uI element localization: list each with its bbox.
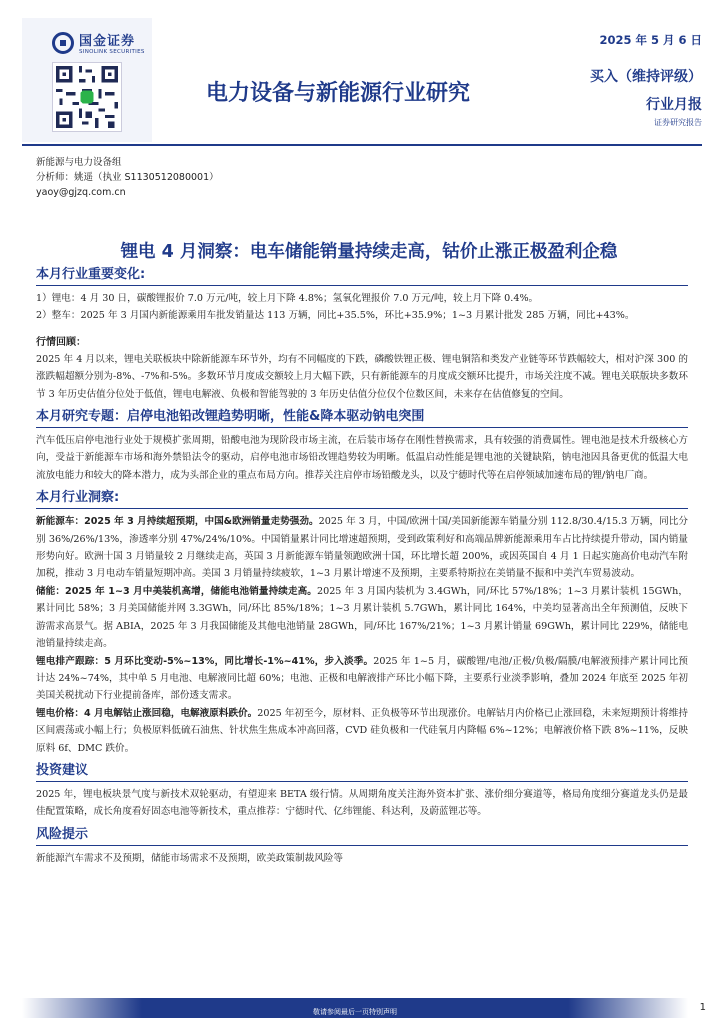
page-number: 1 [699, 1002, 706, 1013]
section-divider [36, 845, 688, 846]
insight-storage-text: 2025 年 3 月国内装机为 3.4GWh，同/环比 57%/18%；1~3 月累计装机 15GWh，累计同比 58%；3 月美国储能并网 3.3GWh，同/环比 85%/18%；1~3 月累计装机 5.7GWh，累计同比 164%，中美均显著高出全年预测值，反映下游需求高景气。据 ABIA，2025 年 3 月我国储能及其他电池销量 28GWh，同/环比 167%/21%；1~3 月累计销量 69GWh，累计同比 229%，储能电池销量持续走高。 [36, 585, 688, 650]
analyst-info [36, 155, 219, 200]
report-category-title: 电力设备与新能源行业研究 [206, 81, 471, 106]
insight-storage-paragraph [36, 583, 688, 653]
insight-production-lead: 锂电排产跟踪：5 月环比变动-5%~13%，同比增长-1%~41%，步入淡季。 [36, 655, 374, 667]
brand-name-cn: 国金证券 [79, 34, 136, 49]
page-footer [0, 994, 724, 1024]
report-body [36, 266, 688, 867]
header-divider [22, 144, 702, 146]
changes-item-vehicle: 2）整车：2025 年 3 月国内新能源乘用车批发销量达 113 万辆，同比+35.5%，环比+35.9%；1~3 月累计批发 285 万辆，同比+43%。 [36, 310, 635, 322]
section-heading-insights: 本月行业洞察: [36, 490, 120, 506]
insight-ev-lead: 新能源车：2025 年 3 月持续超预期，中国&欧洲销量走势强劲。 [36, 516, 319, 528]
topic-paragraph: 汽车低压启停电池行业处于规模扩张周期，铅酸电池为现阶段市场主流，在后装市场存在刚性替换需求，具有较强的消费属性。锂电池是技术升级核心方向，受益于新能源车市场和海外禁铅法令的驱动，启停电池市场铅改锂趋势较为明晰。低温启动性能是锂电池的关键缺陷，钠电池因具备更优的低温大电流放电能力和较大的降本潜力，成为头部企业的重点布局方向。推荐关注启停市场铅酸龙头，以及宁德时代等在启停领域加速布局的锂/钠电厂商。 [36, 435, 688, 481]
report-header [0, 0, 724, 146]
analyst-name: 分析师：姚遥（执业 S1130512080001） [36, 172, 219, 183]
report-subtype-label: 证券研究报告 [654, 118, 702, 127]
page-title: 锂电 4 月洞察：电车储能销量持续走高，钴价止涨正极盈利企稳 [120, 242, 618, 262]
footer-disclaimer[interactable]: 敬请参阅最后一页特别声明 [313, 1008, 397, 1016]
insight-price-text: 2025 年初至今，原材料、正负极等环节出现涨价。电解钴月内价格已止涨回稳，未来短期预计将维持区间震荡或小幅上行；负极原料低硫石油焦、针状焦生焦成本冲高回落，CVD 硅负极和一代硅氧月内降幅 6%~12%；电解液价格下跌 8%~11%，反映原料 6f、DMC 跌价。 [36, 707, 689, 754]
section-heading-market-review: 行情回顾： [36, 336, 86, 348]
section-heading-risk: 风险提示 [36, 826, 89, 842]
risk-paragraph: 新能源汽车需求不及预期，储能市场需求不及预期，欧美政策制裁风险等 [36, 852, 343, 864]
analyst-email[interactable]: yaoy@gjzq.com.cn [36, 187, 126, 198]
insight-production-paragraph [36, 653, 688, 705]
insight-production-text: 2025 年 1~5 月，碳酸锂/电池/正极/负极/隔膜/电解液预排产累计同比预计达 24%~74%，其中单 5 月电池、电解液同比超 60%；电池、正极和电解液排产环比小幅下降，主要系行业淡季影响，叠加 2024 年底至 2025 年初美国关税扰动下行业提前备库，部份透支需求。 [36, 655, 688, 702]
market-review-paragraph: 2025 年 4 月以来，锂电关联板块中除新能源车环节外，均有不同幅度的下跌，磷酸铁锂正极、锂电铜箔和类发产业链等环节跌幅较大，相对沪深 300 的涨跌幅超额分别为-8%、-7%和-5%。多数环节月度成交额较上月大幅下跌，只有新能源车的月度成交额环比提升，市场关注度不减。锂电关联版块多数环节 3 年历史估值分位处于低值，锂电电解液、负极和智能驾驶的 3 年历史估值分位仅个位数区间，未来存在估值修复的空间。 [36, 353, 688, 400]
report-type-label: 行业月报 [646, 97, 702, 113]
section-divider [36, 508, 688, 509]
brand-mark-icon [52, 32, 74, 54]
changes-item-lithium: 1）锂电：4 月 30 日，碳酸锂报价 7.0 万元/吨，较上月下降 4.8%；氢氧化锂报价 7.0 万元/吨，较上月下降 0.4%。 [36, 293, 539, 304]
insight-storage-lead: 储能：2025 年 1~3 月中美装机高增，储能电池销量持续走高。 [36, 585, 317, 597]
analyst-group: 新能源与电力设备组 [36, 157, 122, 168]
section-heading-investment: 投资建议 [36, 762, 89, 778]
section-divider [36, 781, 688, 782]
insight-price-lead: 锂电价格：4 月电解钴止涨回稳，电解液原料跌价。 [36, 707, 258, 719]
brand-logo[interactable] [52, 30, 145, 55]
section-divider [36, 285, 688, 286]
section-heading-changes: 本月行业重要变化: [36, 267, 146, 282]
report-date: 2025 年 5 月 6 日 [599, 33, 702, 47]
section-heading-topic: 本月研究专题：启停电池铅改锂趋势明晰，性能&降本驱动钠电突围 [36, 409, 425, 425]
footer-bar [22, 998, 688, 1018]
investment-paragraph: 2025 年，锂电板块景气度与新技术双轮驱动，有望迎来 BETA 级行情。从周期角度关注海外资本扩张、涨价细分赛道等，格局角度细分赛道龙头仍是最佳配置策略，成长角度看好固态电池等新技术，重点推荐：宁德时代、亿纬锂能、科达利，及蔚蓝锂芯等。 [36, 788, 688, 818]
insight-ev-text: 2025 年 3 月，中国/欧洲十国/美国新能源车销量分别 112.8/30.4/15.3 万辆，同比分别 36%/26%/13%，渗透率分别 47%/24%/10%。中国销量累计同比增速超预期，受到政策利好和高端品牌新能源乘用车占比持续提升带动，国内销量形势向好。欧洲十国 3 月销量较 2 月继续走高，英国 3 月新能源车销量领跑欧洲十国，环比增长超 200%，或因英国自 4 月 1 日起实施高价电动汽车附加税，推动 3 月电动车销量短期冲高。美国 3 月销量持续疲软，1~3 月累计增速不及预期，主要系特斯拉在美销量不振和中美汽车贸易波动。 [36, 516, 688, 580]
insight-ev-paragraph [36, 513, 688, 583]
insight-price-paragraph [36, 705, 688, 757]
brand-name-en: SINOLINK SECURITIES [79, 49, 145, 55]
qr-code-icon[interactable] [52, 62, 122, 132]
section-divider [36, 427, 688, 428]
rating-label: 买入（维持评级） [590, 69, 702, 85]
